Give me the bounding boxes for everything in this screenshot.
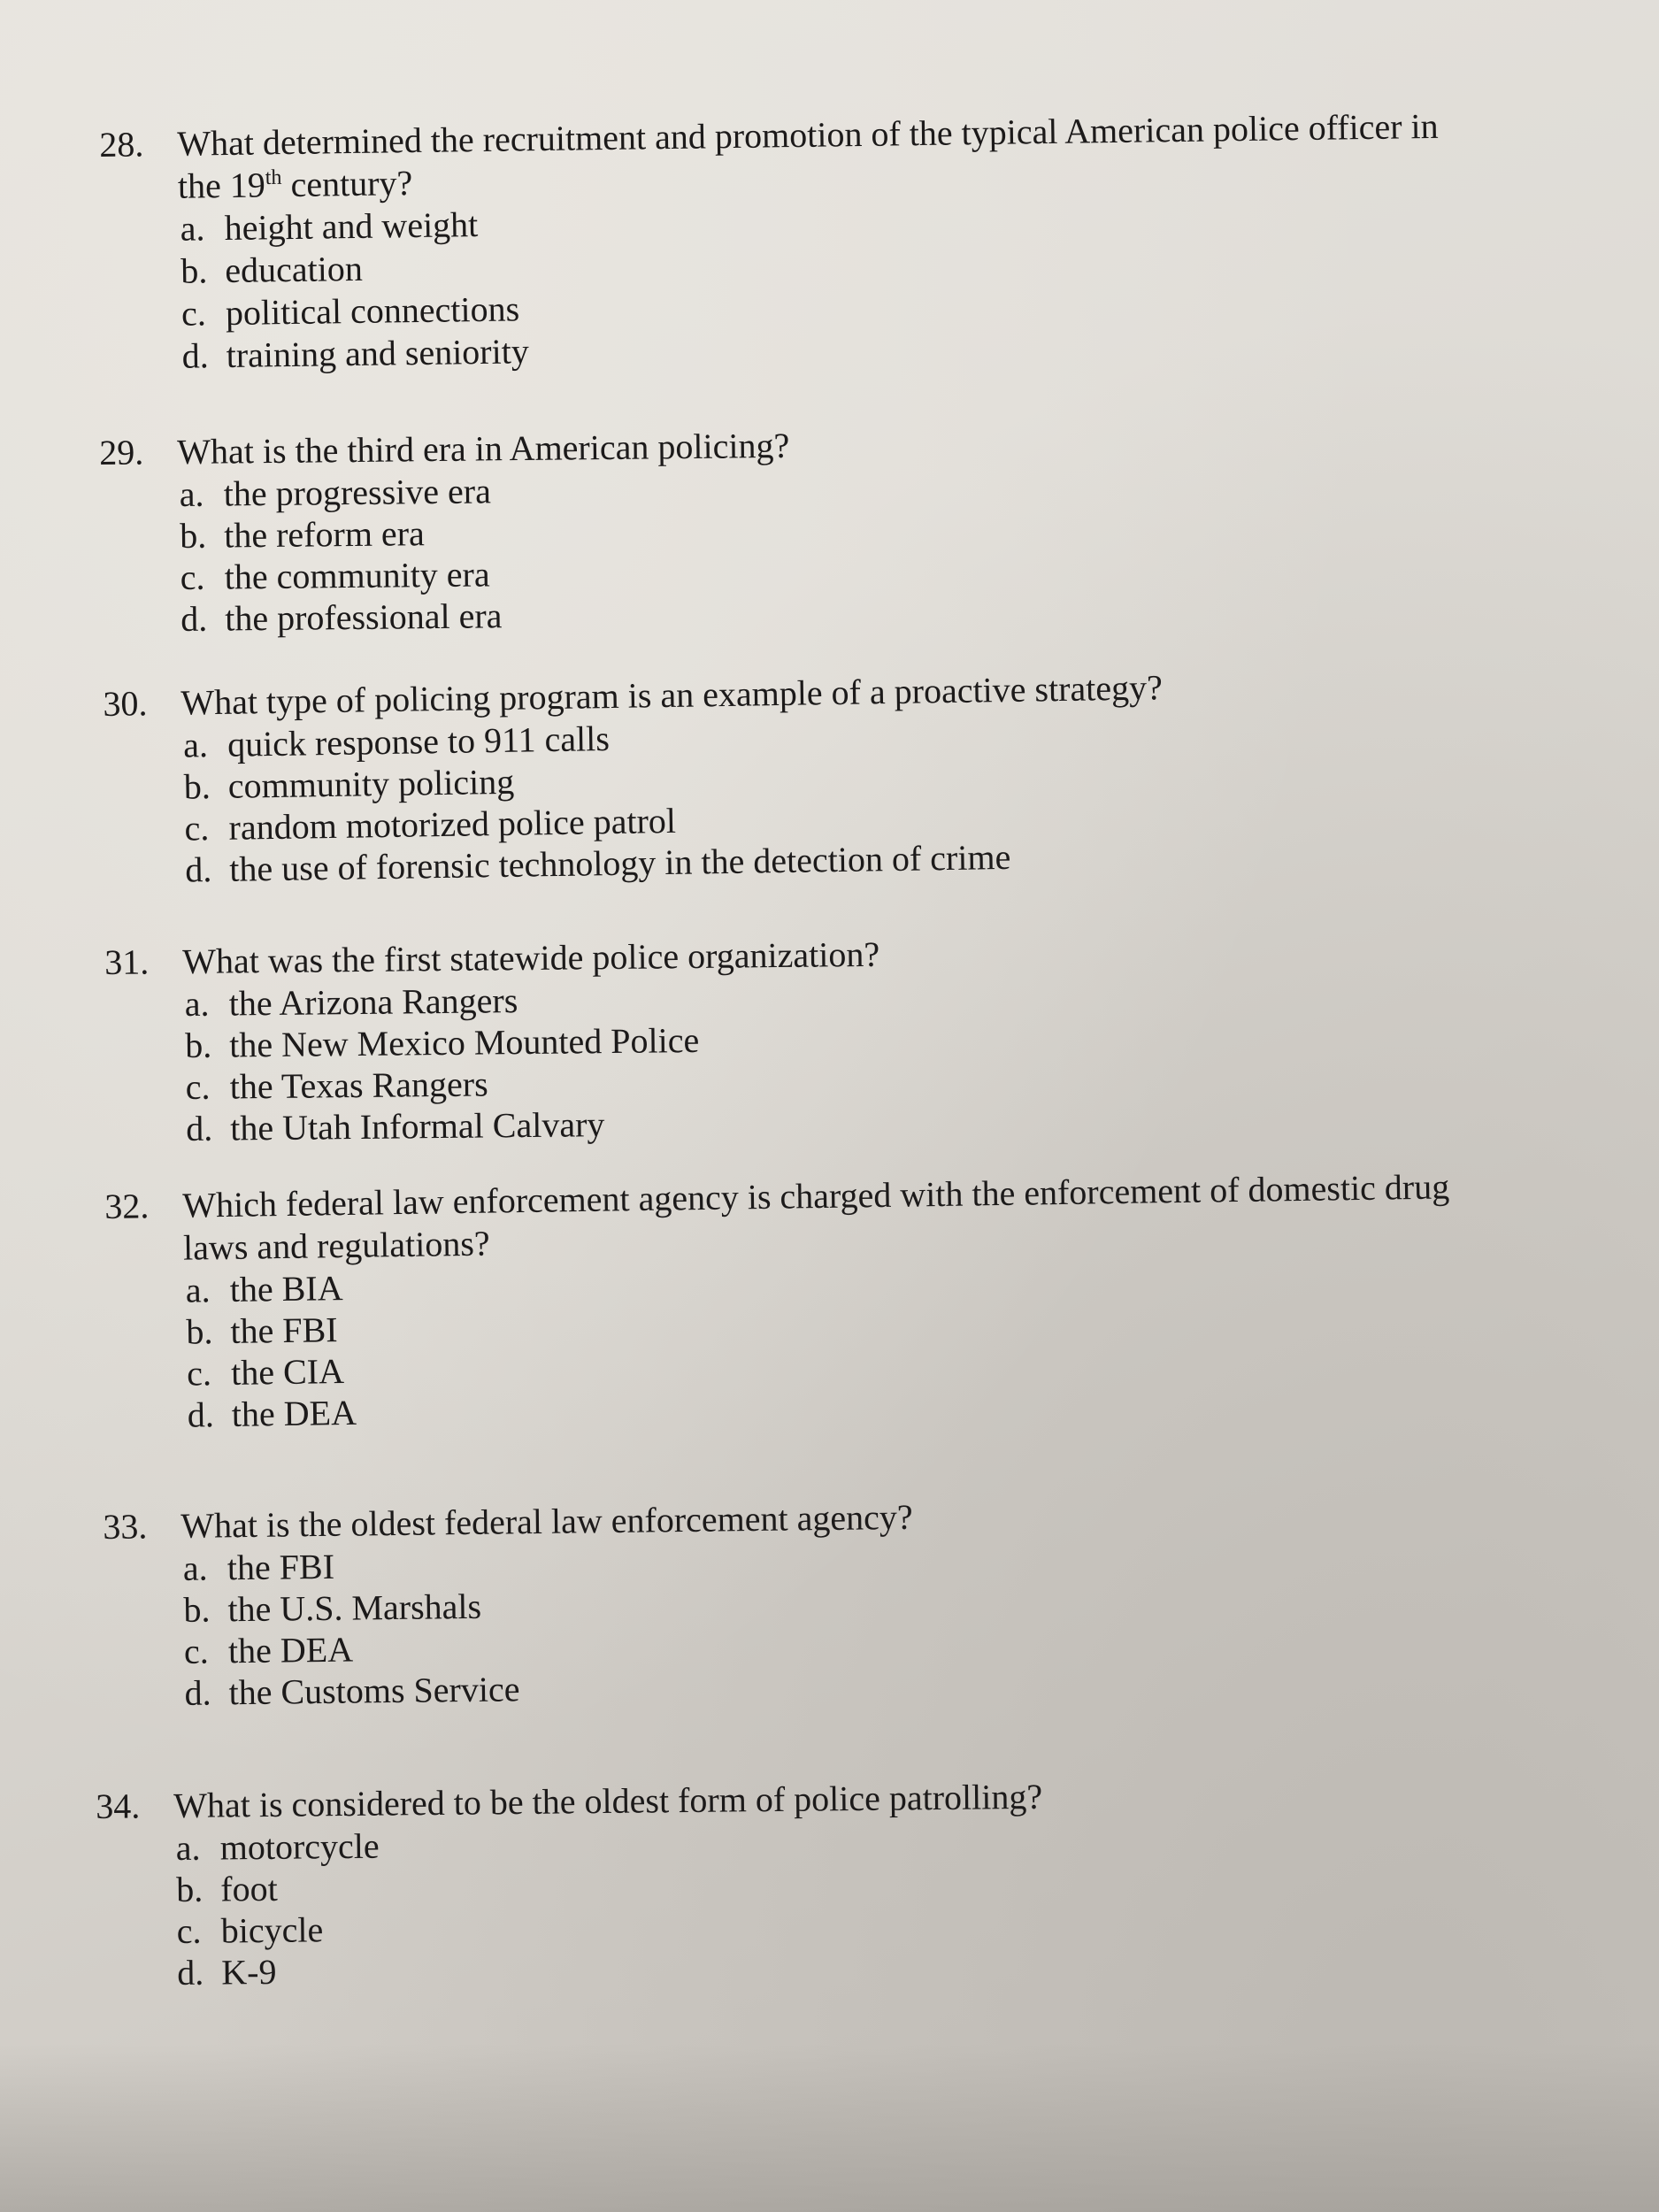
- answer-options: [180, 189, 1465, 377]
- question-31: [104, 928, 1345, 1150]
- option-letter: b.: [180, 250, 208, 291]
- question-number: 30.: [103, 683, 148, 724]
- option-letter: d.: [176, 1952, 204, 1993]
- option-text: the CIA: [230, 1350, 345, 1393]
- option-text: height and weight: [224, 204, 479, 249]
- option-letter: b.: [186, 1310, 213, 1352]
- option-letter: d.: [184, 849, 212, 890]
- option-letter: a.: [180, 208, 205, 249]
- question-text-part: What determined the recruitment and promotion of the typical American police officer in the 19: [177, 105, 1439, 206]
- question-29: [99, 419, 1340, 641]
- option-letter: c.: [184, 807, 210, 849]
- option-text: community policing: [227, 761, 515, 806]
- question-text-part: century?: [281, 163, 413, 205]
- option-letter: a.: [182, 1548, 208, 1588]
- option-letter: d.: [181, 335, 209, 376]
- option-letter: b.: [184, 1025, 212, 1065]
- question-number: 28.: [99, 124, 144, 165]
- question-34: [96, 1772, 1336, 1994]
- option-letter: a.: [179, 473, 204, 514]
- option-letter: b.: [183, 765, 211, 807]
- answer-options: [175, 1815, 1336, 1993]
- option-letter: c.: [180, 293, 207, 334]
- option-text: the FBI: [227, 1546, 335, 1587]
- question-number: 32.: [104, 1186, 150, 1226]
- option-text: the progressive era: [223, 470, 492, 514]
- option-letter: c.: [185, 1066, 211, 1107]
- question-number: 33.: [103, 1506, 148, 1547]
- option-text: the professional era: [224, 595, 503, 639]
- option-letter: c.: [186, 1352, 212, 1394]
- answer-options: [185, 1249, 1515, 1435]
- option-letter: d.: [180, 598, 208, 639]
- question-number: 29.: [99, 432, 144, 472]
- option-text: education: [225, 248, 364, 291]
- question-text: What is the third era in American policing?: [177, 425, 790, 472]
- answer-options: [179, 461, 1340, 640]
- option-text: the U.S. Marshals: [227, 1586, 482, 1629]
- ordinal-suffix: th: [265, 165, 282, 190]
- question-number: 31.: [104, 941, 150, 982]
- option-letter: d.: [185, 1108, 213, 1148]
- option-text: motorcycle: [219, 1825, 380, 1868]
- option-text: the community era: [224, 553, 490, 597]
- question-32: [104, 1164, 1515, 1437]
- option-text: training and seniority: [226, 331, 530, 376]
- answer-options: [183, 1533, 1344, 1714]
- option-letter: b.: [179, 515, 207, 556]
- option-letter: c.: [176, 1910, 202, 1951]
- question-30: [103, 662, 1433, 892]
- option-text: the FBI: [230, 1309, 338, 1351]
- question-text: What was the first statewide police organization?: [182, 933, 880, 982]
- option-letter: a.: [184, 983, 210, 1024]
- question-text: What is the oldest federal law enforcement agency?: [180, 1496, 913, 1546]
- option-text: foot: [219, 1868, 278, 1909]
- option-text: the BIA: [229, 1267, 343, 1310]
- option-letter: d.: [187, 1394, 215, 1435]
- option-letter: a.: [182, 724, 209, 765]
- option-text: the Utah Informal Calvary: [229, 1103, 605, 1148]
- option-text: the DEA: [227, 1629, 354, 1671]
- question-33: [103, 1491, 1344, 1715]
- option-letter: a.: [175, 1827, 201, 1868]
- option-text: the use of forensic technology in the detection of crime: [228, 836, 1011, 889]
- option-text: the Texas Rangers: [229, 1063, 488, 1107]
- option-letter: d.: [184, 1672, 211, 1713]
- option-letter: a.: [185, 1269, 211, 1310]
- question-text: What is considered to be the oldest form of police patrolling?: [173, 1776, 1043, 1826]
- answer-options: [183, 704, 1433, 890]
- question-number: 34.: [96, 1786, 141, 1826]
- option-text: political connections: [225, 288, 520, 334]
- option-letter: b.: [183, 1589, 211, 1630]
- option-letter: b.: [175, 1869, 204, 1909]
- option-text: K-9: [220, 1951, 277, 1993]
- option-letter: c.: [183, 1631, 210, 1671]
- option-text: random motorized police patrol: [228, 800, 677, 848]
- question-text: [177, 105, 1461, 208]
- option-text: the New Mexico Mounted Police: [228, 1019, 700, 1065]
- option-text: the reform era: [223, 512, 425, 556]
- option-text: quick response to 911 calls: [227, 718, 611, 764]
- question-text: What type of policing program is an example of a proactive strategy?: [180, 667, 1164, 723]
- option-text: the Arizona Rangers: [228, 979, 518, 1024]
- option-text: the DEA: [231, 1392, 357, 1434]
- option-text: the Customs Service: [228, 1668, 520, 1712]
- answer-options: [184, 971, 1345, 1149]
- option-text: bicycle: [220, 1909, 324, 1951]
- question-text: Which federal law enforcement agency is charged with the enforcement of domestic drug laws and regulations?: [182, 1166, 1450, 1268]
- option-letter: c.: [180, 557, 205, 597]
- question-28: [99, 104, 1465, 378]
